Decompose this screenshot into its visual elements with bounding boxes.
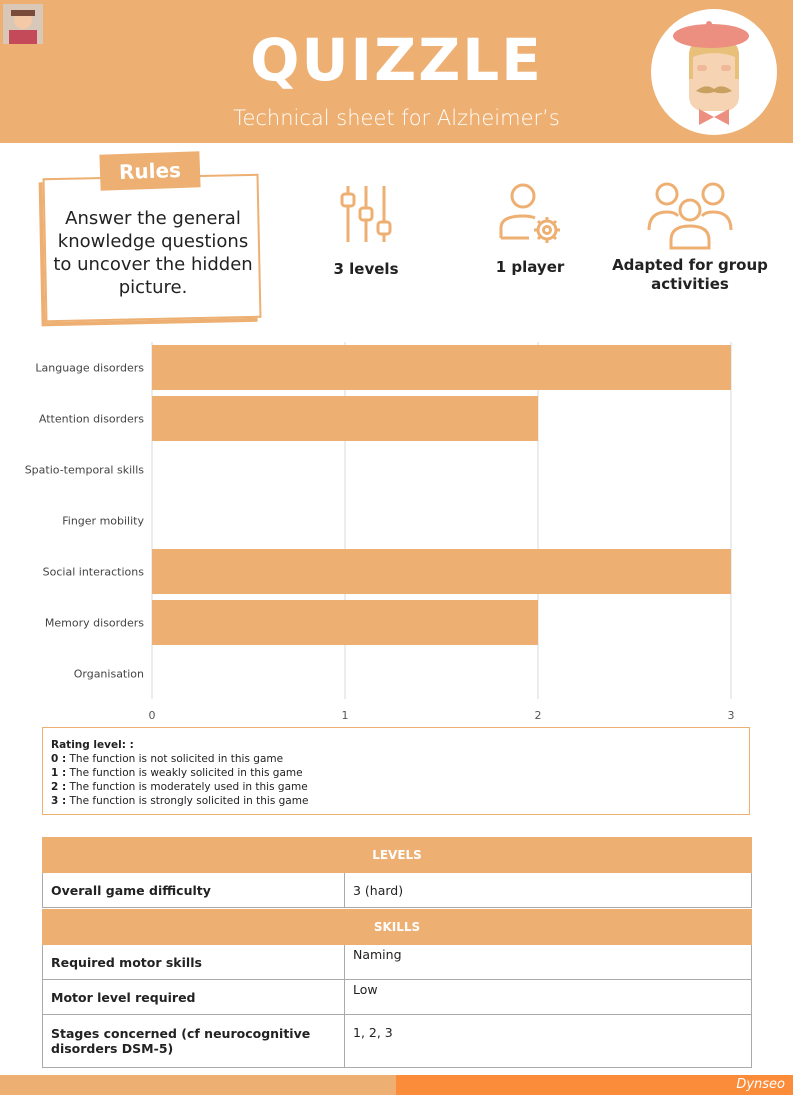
category-label: Organisation (73, 667, 144, 681)
x-tick-label: 1 (341, 709, 349, 720)
skills-table (42, 909, 752, 1068)
difficulty-value: 3 (hard) (353, 882, 404, 898)
feature-player-label: 1 player (495, 258, 565, 276)
table-row (42, 873, 752, 908)
row-label: Motor level required (43, 980, 345, 1014)
feature-group (610, 180, 770, 294)
category-label: Social interactions (42, 565, 144, 579)
x-tick-label: 0 (148, 709, 156, 720)
rating-item (51, 752, 741, 766)
rating-key: 2 : (51, 781, 67, 793)
feature-player (480, 180, 580, 276)
bar (152, 345, 731, 390)
brand-logo: Dynseo (736, 1077, 785, 1092)
levels-header: LEVELS (42, 837, 752, 873)
row-value: Naming (353, 947, 402, 962)
table-row (42, 980, 752, 1015)
levels-table (42, 837, 752, 908)
feature-group-label: Adapted for group activities (612, 256, 768, 293)
rating-key: 3 : (51, 795, 67, 807)
rating-text: The function is weakly solicited in this game (69, 767, 303, 779)
sliders-icon (336, 182, 396, 246)
category-label: Attention disorders (38, 412, 144, 426)
group-icon (645, 180, 735, 250)
x-tick-label: 3 (727, 709, 735, 720)
feature-levels-label: 3 levels (333, 260, 399, 278)
skills-bar-chart (0, 330, 793, 720)
x-tick-label: 2 (534, 709, 542, 720)
category-label: Finger mobility (62, 514, 144, 528)
rating-item (51, 794, 741, 808)
row-value: Low (353, 982, 378, 997)
rating-key: 1 : (51, 767, 67, 779)
table-row (42, 945, 752, 980)
bar (152, 396, 538, 441)
rating-key: 0 : (51, 753, 67, 765)
rating-title: Rating level: : (51, 739, 134, 751)
rating-item (51, 780, 741, 794)
character-avatar (651, 9, 777, 135)
row-label: Required motor skills (43, 945, 345, 979)
rating-legend (42, 727, 750, 815)
row-label: Stages concerned (cf neurocognitive disorders DSM-5) (43, 1015, 345, 1067)
page-subtitle: Technical sheet for Alzheimer’s (233, 106, 560, 130)
rules-tab-label: Rules (99, 151, 200, 190)
rating-item (51, 766, 741, 780)
rating-text: The function is moderately used in this game (69, 781, 308, 793)
footer-bar-left (0, 1075, 396, 1095)
bar (152, 600, 538, 645)
rating-text: The function is not solicited in this game (69, 753, 284, 765)
rating-text: The function is strongly solicited in this game (69, 795, 309, 807)
mustache-man-icon (651, 9, 777, 135)
category-label: Language disorders (35, 361, 144, 375)
category-label: Spatio-temporal skills (24, 463, 144, 477)
rules-text: Answer the general knowledge questions to uncover the hidden picture. (53, 208, 253, 298)
feature-levels (316, 182, 416, 278)
player-gear-icon (495, 180, 565, 246)
category-label: Memory disorders (44, 616, 144, 630)
table-row (42, 1015, 752, 1068)
difficulty-label: Overall game difficulty (43, 873, 345, 907)
footer-bar-right (396, 1075, 793, 1095)
page-title: QUIZZLE (250, 26, 543, 94)
row-value: 1, 2, 3 (353, 1025, 393, 1040)
skills-header: SKILLS (42, 909, 752, 945)
bar (152, 549, 731, 594)
